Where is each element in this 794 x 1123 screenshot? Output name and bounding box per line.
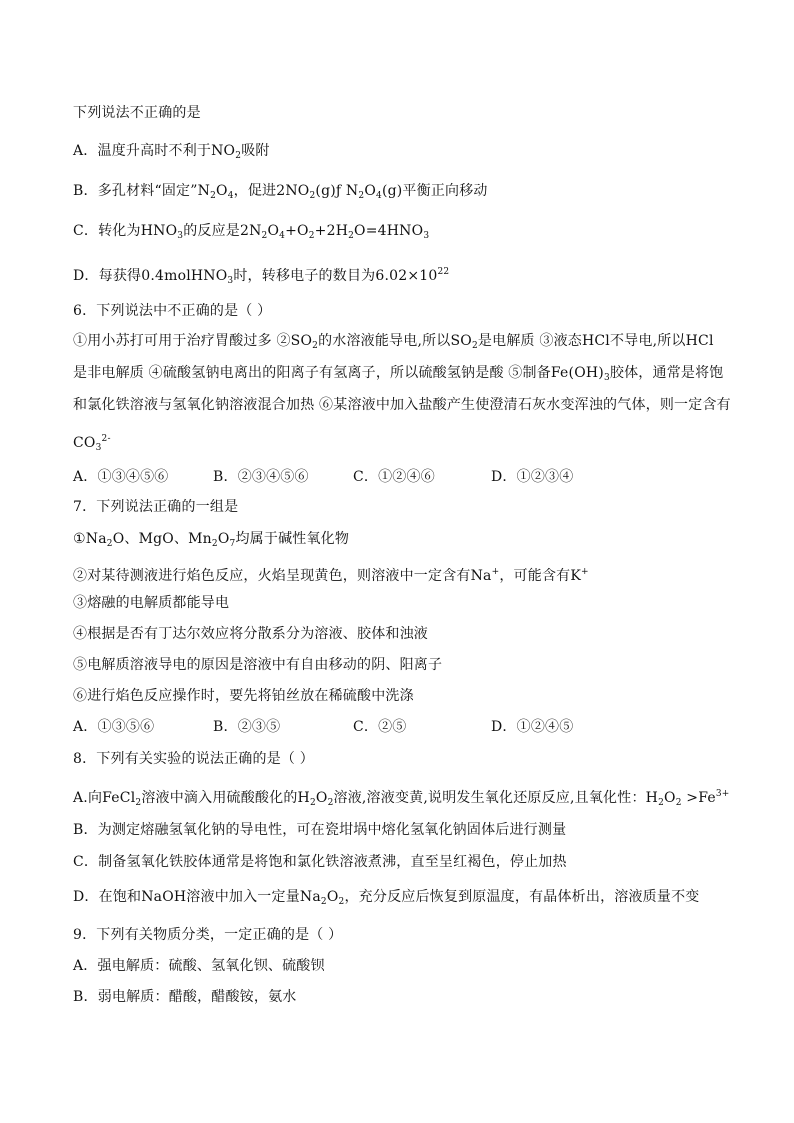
question-8-stem: 8．下列有关实验的说法正确的是（ ） <box>73 751 314 767</box>
q8-option-b: B．为测定熔融氢氧化钠的导电性，可在瓷坩埚中熔化氢氧化钠固体后进行测量 <box>73 822 567 838</box>
q9-option-b: B．弱电解质：醋酸，醋酸铵，氨水 <box>73 989 297 1005</box>
option-b: B．多孔材料“固定$”N_2O_4$，促进$2NO_2(g)ƒ$ $N_2O_4(g)$平衡正向移动 <box>73 183 488 201</box>
q7-option-d: D．①②④⑤ <box>491 719 574 735</box>
question-7-options <box>73 718 573 736</box>
q6-option-b: B．②③④⑤⑥ <box>213 469 309 485</box>
q8-option-a: A.向FeCl$_2$溶液中滴入用硫酸酸化的$H_2O_2$溶液,溶液变黄,说明发生氧化还原反应,且氧化性：$H_2O_2 >Fe^{3+}$ <box>73 789 730 808</box>
q8-option-d: D．在饱和NaOH溶液中加入一定量$Na_2O_2$，充分反应后恢复到原温度，有晶体析出，溶液质量不变 <box>73 889 700 907</box>
question-9-stem: 9．下列有关物质分类，一定正确的是（ ） <box>73 927 343 943</box>
option-c: C．转化为$HNO_3$的反应是$2N_2O_4+O_2+2H_2O=4HNO_3$ <box>73 223 430 241</box>
question-7-statement-6: ⑥进行焰色反应操作时，要先将铂丝放在稀硫酸中洗涤 <box>73 688 414 704</box>
question-7-statement-2: ②对某待测液进行焰色反应，火焰呈现黄色，则溶液中一定含有Na+，可能含有K+ <box>73 567 589 584</box>
question-7-statement-4: ④根据是否有丁达尔效应将分散系分为溶液、胶体和浊液 <box>73 626 428 642</box>
q8-option-c: C．制备氢氧化铁胶体通常是将饱和氯化铁溶液煮沸，直至呈红褐色，停止加热 <box>73 854 567 870</box>
q7-option-b: B．②③⑤ <box>213 719 281 735</box>
question-6-line-3: 和氯化铁溶液与氢氧化钠溶液混合加热 ⑥某溶液中加入盐酸产生使澄清石灰水变浑浊的气体，则一定含有 <box>73 397 731 413</box>
question-7-statement-5: ⑤电解质溶液导电的原因是溶液中有自由移动的阴、阳离子 <box>73 657 443 673</box>
question-stem: 下列说法不正确的是 <box>73 105 201 121</box>
question-6-options <box>73 468 573 486</box>
question-6-line-1: ①用小苏打可用于治疗胃酸过多 $②SO_2$的水溶液能导电,所以$SO_2$是电解质 ③液态HCl不导电,所以HCl <box>73 333 714 351</box>
q7-option-c: C．②⑤ <box>353 719 407 735</box>
question-7-statement-3: ③熔融的电解质都能导电 <box>73 595 230 611</box>
q6-option-d: D．①②③④ <box>491 469 574 485</box>
option-d: D．每获得0.4molHNO$_3$时，转移电子的数目为$6.02\times 10^{22}$ <box>73 267 450 286</box>
q9-option-a: A．强电解质：硫酸、氢氧化钡、硫酸钡 <box>73 958 325 974</box>
question-6-line-2: 是非电解质 ④硫酸氢钠电离出的阳离子有氢离子，所以硫酸氢钠是酸 ⑤制备$Fe(OH)_3$胶体，通常是将饱 <box>73 365 724 383</box>
q7-option-a: A．①③⑤⑥ <box>73 719 155 735</box>
option-a: A．温度升高时不利于$NO_2$吸附 <box>73 143 270 161</box>
question-6-stem: 6．下列说法中不正确的是（ ） <box>73 303 272 319</box>
q6-option-a: A．①③④⑤⑥ <box>73 469 169 485</box>
question-7-statement-1: $①Na_2O$、MgO、$Mn_2O_7$均属于碱性氧化物 <box>73 531 350 549</box>
question-6-line-4: $CO_3^{2-}$ <box>73 434 111 453</box>
question-7-stem: 7．下列说法正确的一组是 <box>73 499 239 515</box>
q6-option-c: C．①②④⑥ <box>353 469 435 485</box>
